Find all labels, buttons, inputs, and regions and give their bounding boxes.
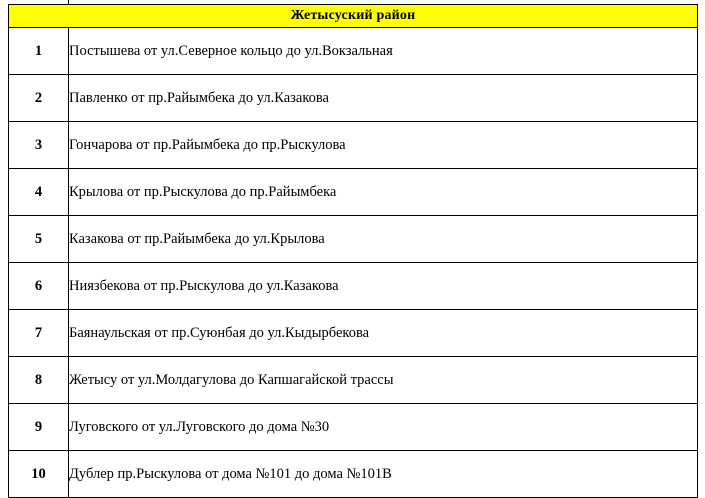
table-row [9,28,698,75]
row-description: Постышева от ул.Северное кольцо до ул.Вокзальная [69,28,698,75]
row-description: Гончарова от пр.Райымбека до пр.Рыскулова [69,122,698,169]
row-description: Дублер пр.Рыскулова от дома №101 до дома №101В [69,451,698,498]
row-description: Ниязбекова от пр.Рыскулова до ул.Казакова [69,263,698,310]
table-row [9,451,698,498]
table-row [9,169,698,216]
row-number: 9 [9,404,69,451]
row-description: Луговского от ул.Луговского до дома №30 [69,404,698,451]
table-body [9,5,698,498]
table-row [9,310,698,357]
table-row [9,216,698,263]
row-number: 4 [9,169,69,216]
row-number: 8 [9,357,69,404]
row-number: 6 [9,263,69,310]
row-description: Казакова от пр.Райымбека до ул.Крылова [69,216,698,263]
row-number: 3 [9,122,69,169]
table-header-title: Жетысуский район [9,5,698,28]
table-row [9,75,698,122]
row-description: Баянаульская от пр.Суюнбая до ул.Кыдырбекова [69,310,698,357]
table-header-row [9,5,698,28]
row-number: 1 [9,28,69,75]
table-row [9,122,698,169]
row-number: 10 [9,451,69,498]
table-row [9,404,698,451]
streets-table [8,4,698,498]
row-description: Павленко от пр.Райымбека до ул.Казакова [69,75,698,122]
table-row [9,263,698,310]
row-description: Крылова от пр.Рыскулова до пр.Райымбека [69,169,698,216]
row-number: 7 [9,310,69,357]
row-number: 2 [9,75,69,122]
row-number: 5 [9,216,69,263]
table-row [9,357,698,404]
row-description: Жетысу от ул.Молдагулова до Капшагайской трассы [69,357,698,404]
